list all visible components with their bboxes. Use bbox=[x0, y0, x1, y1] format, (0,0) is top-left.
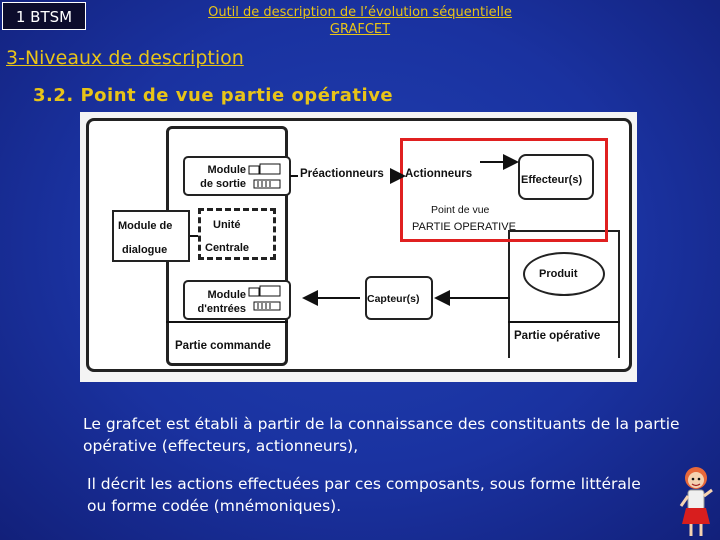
effecteurs-label: Effecteur(s) bbox=[521, 174, 583, 186]
class-badge: 1 BTSM bbox=[2, 2, 86, 30]
slide-header-title bbox=[150, 4, 570, 38]
paragraph-2: Il décrit les actions effectuées par ces composants, sous forme littérale ou forme codée (mnémoniques). bbox=[87, 475, 641, 515]
module-dialogue-label-2: dialogue bbox=[122, 244, 168, 256]
subsection-title: 3.2. Point de vue partie opérative bbox=[33, 85, 394, 106]
produit-label: Produit bbox=[539, 268, 578, 280]
module-dialogue-label-1: Module de bbox=[118, 220, 173, 232]
diagram-arrows bbox=[80, 112, 637, 382]
section-title: 3-Niveaux de description bbox=[6, 47, 244, 69]
point-de-vue-label-1: Point de vue bbox=[431, 204, 490, 216]
unite-centrale-label-2: Centrale bbox=[205, 242, 250, 254]
module-entrees-label: Module d'entrées bbox=[197, 289, 246, 315]
paragraph-1: Le grafcet est établi à partir de la connaissance des constituants de la partie opérative (effecteurs, actionneurs), bbox=[83, 415, 680, 455]
module-sortie-label: Module de sortie bbox=[200, 164, 246, 190]
partie-operative-label: Partie opérative bbox=[514, 330, 601, 342]
girl-illustration bbox=[676, 462, 718, 540]
partie-operative-diagram bbox=[80, 112, 637, 382]
preactionneurs-label: Préactionneurs bbox=[300, 168, 384, 180]
header-title-line1: Outil de description de l’évolution séquentielle bbox=[208, 5, 512, 20]
point-de-vue-label-2: PARTIE OPERATIVE bbox=[412, 221, 516, 233]
partie-commande-label: Partie commande bbox=[175, 340, 271, 352]
unite-centrale-label-1: Unité bbox=[213, 219, 241, 231]
header-title-line2: GRAFCET bbox=[329, 22, 391, 37]
actionneurs-label: Actionneurs bbox=[405, 168, 473, 180]
capteurs-label: Capteur(s) bbox=[367, 293, 420, 305]
